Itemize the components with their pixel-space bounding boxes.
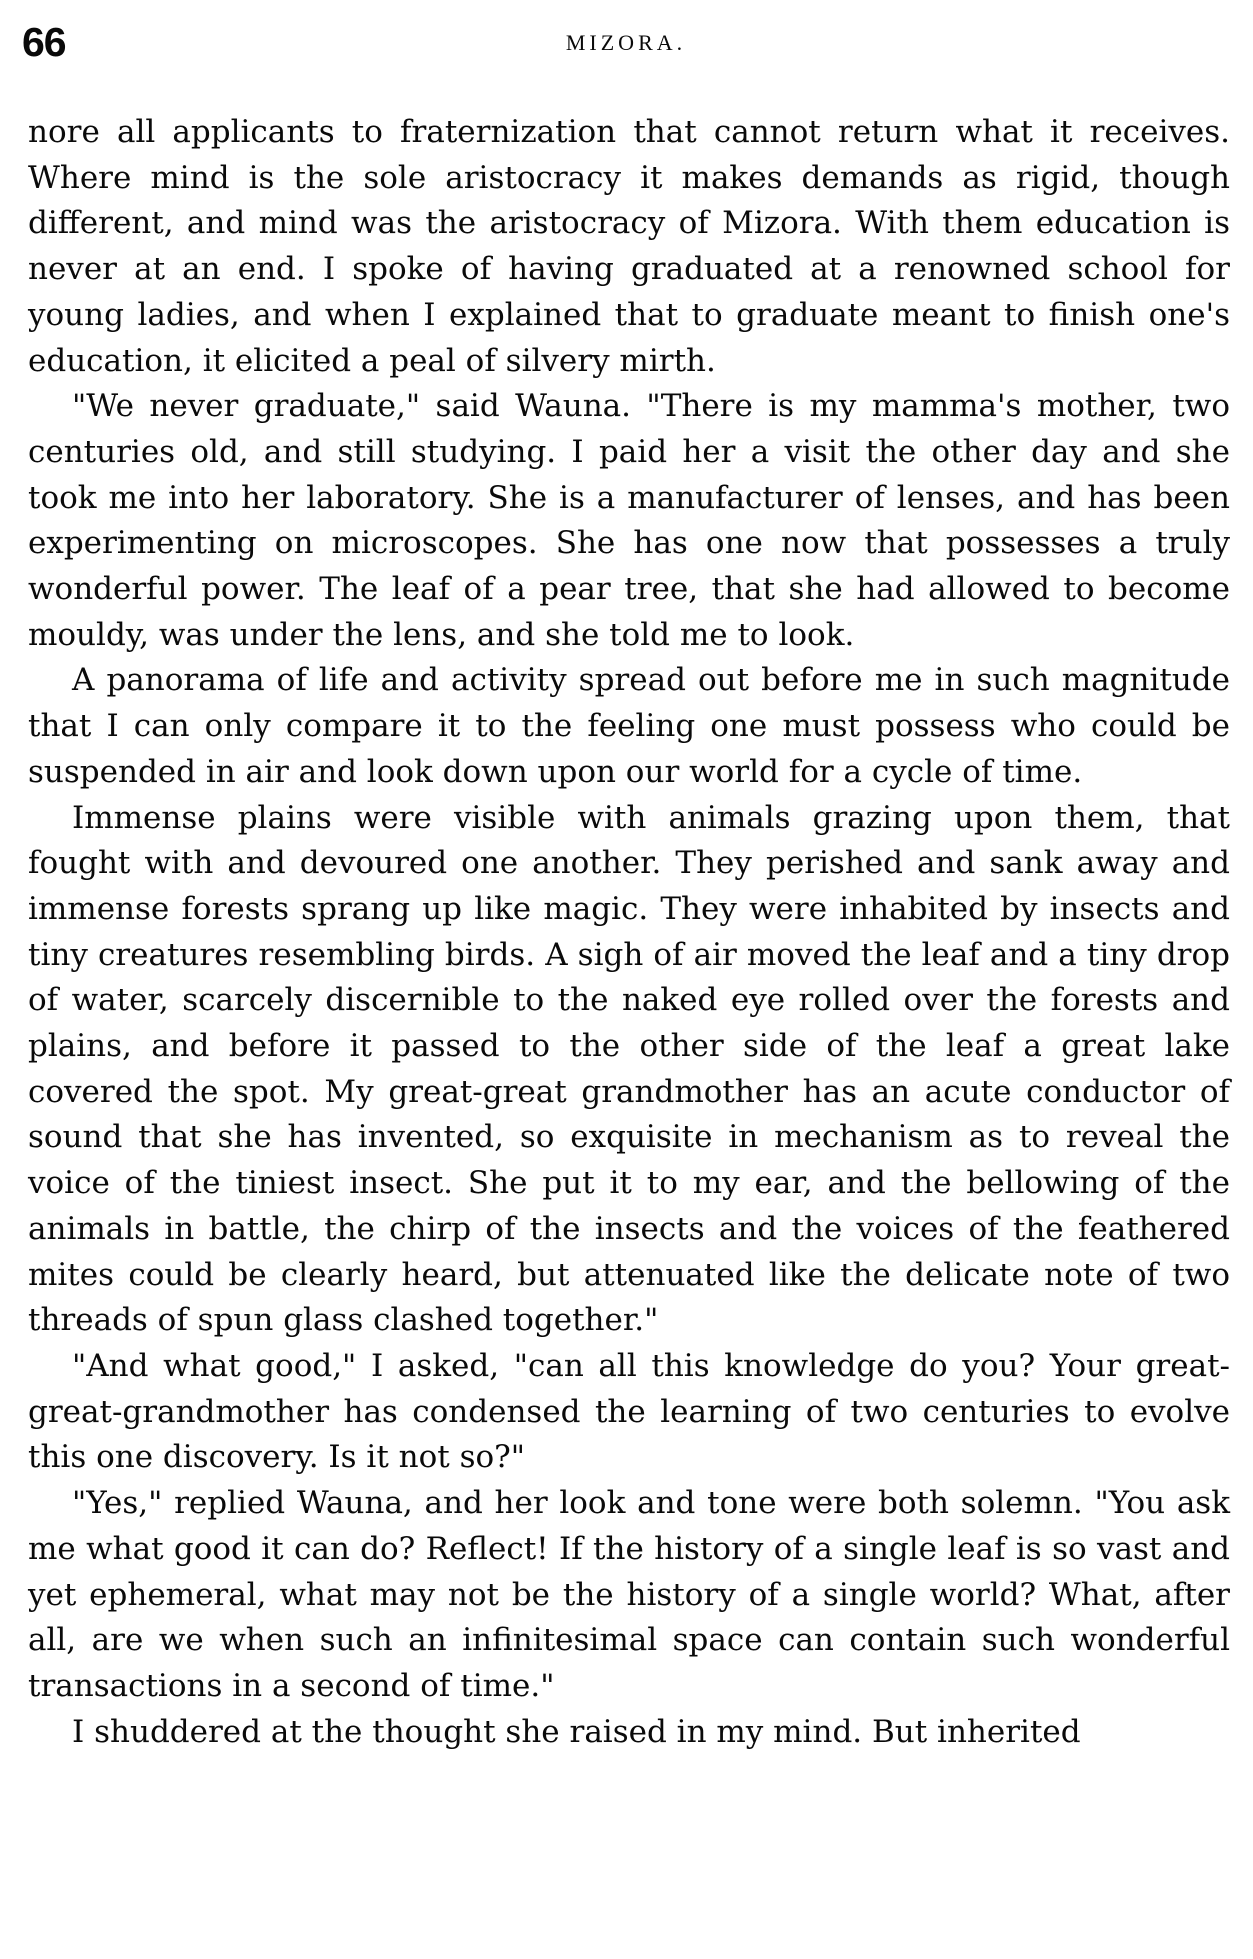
body-text — [28, 110, 1230, 1755]
page-number: 66 — [22, 19, 66, 65]
page-header — [22, 18, 1230, 78]
paragraph: "We never graduate," said Wauna. "There is my mamma's mother, two centuries old, and still studying. I paid her a visit the other day and she took me into her laboratory. She is a manufacturer of lenses, and has been experimenting on microscopes. She has one now that possesses a truly wonderful power. The leaf of a pear tree, that she had allowed to become mouldy, was under the lens, and she told me to look. — [28, 388, 1230, 653]
paragraph-continues: I shuddered at the thought she raised in my mind. But inherited — [72, 1713, 1081, 1750]
running-title: MIZORA. — [565, 30, 687, 55]
paragraph: A panorama of life and activity spread out before me in such magnitude that I can only compare it to the feeling one must possess who could be suspended in air and look down upon our world for a cycle of time. — [28, 662, 1230, 790]
paragraph: Immense plains were visible with animals grazing upon them, that fought with and devoured one another. They perished and sank away and immense forests sprang up like magic. They were inhabited by insects and tiny creatures resembling birds. A sigh of air moved the leaf and a tiny drop of water, scarcely discernible to the naked eye rolled over the forests and plains, and before it passed to the other side of the leaf a great lake covered the spot. My great-great grandmother has an acute conductor of sound that she has invented, so exquisite in mechanism as to reveal the voice of the tiniest insect. She put it to my ear, and the bellowing of the animals in battle, the chirp of the insects and the voices of the feathered mites could be clearly heard, but attenuated like the delicate note of two threads of spun glass clashed together." — [28, 799, 1230, 1339]
paragraph: "And what good," I asked, "can all this knowledge do you? Your great-great-grandmother has condensed the learning of two centuries to evolve this one discovery. Is it not so?" — [28, 1347, 1230, 1476]
paragraph: "Yes," replied Wauna, and her look and tone were both solemn. "You ask me what good it can do? Reflect! If the history of a single leaf is so vast and yet ephemeral, what may not be the history of a single world? What, after all, are we when such an infinitesimal space can contain such wonderful transactions in a second of time." — [28, 1485, 1230, 1704]
paragraph-continued: nore all applicants to fraternization that cannot return what it receives. Where mind is the sole aristocracy it makes demands as rigid, though different, and mind was the aristocracy of Mizora. With them education is never at an end. I spoke of having graduated at a renowned school for young ladies, and when I explained that to graduate meant to finish one's education, it elicited a peal of silvery mirth. — [28, 114, 1230, 379]
